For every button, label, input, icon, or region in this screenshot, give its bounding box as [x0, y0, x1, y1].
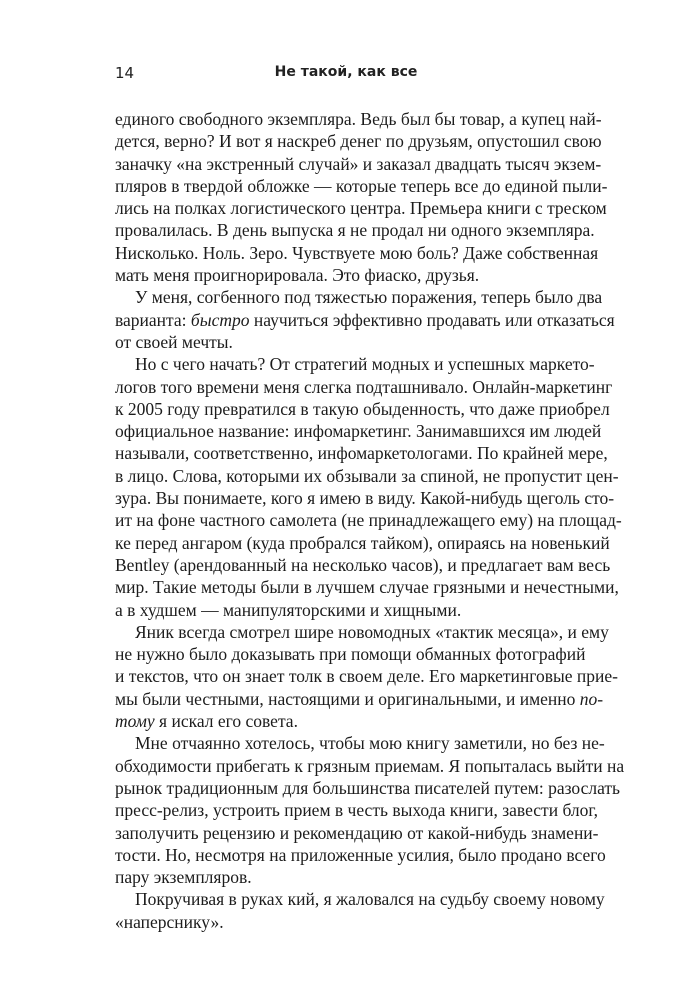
text-line — [115, 643, 586, 665]
text-line — [115, 420, 602, 442]
text-run: У меня, согбенного под тяжестью поражения, теперь было два — [135, 287, 603, 308]
text-run: ит на фоне частного самолета (не принадлежащего ему) на площад- — [115, 510, 622, 531]
text-line — [115, 197, 607, 219]
text-run: а в худшем — манипуляторскими и хищными. — [115, 599, 462, 620]
text-line — [115, 286, 603, 308]
text-run: логов того времени меня слегка подташнивало. Онлайн-маркетинг — [115, 376, 613, 397]
text-line — [115, 732, 605, 754]
text-line — [115, 822, 599, 844]
text-run: пару экземпляров. — [115, 867, 252, 888]
text-line — [115, 242, 599, 264]
text-line — [115, 911, 577, 933]
text-line — [115, 376, 613, 398]
text-run: варианта: — [115, 309, 191, 330]
text-line — [115, 465, 619, 487]
text-run: тости. Но, несмотря на приложенные усилия, было продано всего — [115, 844, 606, 865]
italic-text: быстро — [190, 309, 250, 330]
text-run: не нужно было доказывать при помощи обманных фотографий — [115, 644, 586, 665]
text-run: пресс-релиз, устроить прием в честь выхода книги, завести блог, — [115, 800, 598, 821]
text-run: Мне отчаянно хотелось, чтобы мою книгу заметили, но без не- — [135, 733, 605, 754]
text-run: рынок традиционным для большинства писателей путем: разослать — [115, 777, 621, 798]
text-line — [115, 777, 621, 799]
page-number: 14 — [115, 64, 135, 82]
text-run: Яник всегда смотрел шире новомодных «тактик месяца», и ему — [135, 621, 609, 642]
text-run: ке перед ангаром (куда пробрался тайком), опираясь на новенький — [115, 532, 610, 553]
text-line — [115, 108, 602, 130]
text-line — [115, 621, 609, 643]
text-run: зура. Вы понимаете, кого я имею в виду. Какой-нибудь щеголь сто- — [115, 488, 615, 509]
text-line — [115, 153, 602, 175]
paragraph — [115, 286, 615, 353]
text-run: пляров в твердой обложке — которые теперь все до единой пыли- — [115, 175, 608, 196]
text-run: Нисколько. Ноль. Зеро. Чувствуете мою боль? Даже собственная — [115, 242, 599, 263]
text-run: научиться эффективно продавать или отказаться — [249, 309, 615, 330]
text-line — [115, 509, 622, 531]
text-run: мать меня проигнорировала. Это фиаско, друзья. — [115, 265, 480, 286]
paragraph — [115, 732, 625, 888]
page-header — [115, 64, 577, 88]
text-line — [115, 688, 604, 710]
paragraph — [115, 888, 605, 933]
text-run: «наперснику». — [115, 911, 224, 932]
text-line — [115, 353, 595, 375]
text-line — [115, 710, 577, 732]
text-line — [115, 532, 610, 554]
text-run: дется, верно? И вот я наскреб денег по друзьям, опустошил свою — [115, 131, 602, 152]
text-run: и текстов, что он знает толк в своем деле. Его маркетинговые прие- — [115, 666, 619, 687]
text-line — [115, 888, 605, 910]
text-run: обходимости прибегать к грязным приемам. Я попыталась выйти на — [115, 755, 625, 776]
italic-text: по- — [579, 688, 604, 709]
body-text — [115, 108, 625, 933]
text-run: Но с чего начать? От стратегий модных и успешных маркето- — [135, 354, 595, 375]
text-run: лись на полках логистического центра. Премьера книги с треском — [115, 198, 607, 219]
text-line — [115, 799, 598, 821]
paragraph — [115, 621, 619, 732]
running-title: Не такой, как все — [274, 64, 418, 80]
text-line — [115, 264, 577, 286]
text-run: провалилась. В день выпуска я не продал ни одного экземпляра. — [115, 220, 595, 241]
text-run: заначку «на экстренный случай» и заказал двадцать тысяч экзем- — [115, 153, 602, 174]
text-run: в лицо. Слова, которыми их обзывали за спиной, не пропустит цен- — [115, 465, 619, 486]
text-run: называли, соответственно, инфомаркетологами. По крайней мере, — [115, 443, 608, 464]
text-line — [115, 866, 577, 888]
text-run: к 2005 году превратился в такую обыденность, что даже приобрел — [115, 398, 610, 419]
text-run: единого свободного экземпляра. Ведь был бы товар, а купец най- — [115, 109, 602, 129]
text-run: мы были честными, настоящими и оригинальными, и именно — [115, 688, 580, 709]
text-line — [115, 554, 611, 576]
paragraph — [115, 353, 622, 621]
text-line — [115, 130, 602, 152]
text-line — [115, 755, 625, 777]
text-line — [115, 219, 595, 241]
text-line — [115, 599, 577, 621]
text-line — [115, 175, 608, 197]
text-run: от своей мечты. — [115, 331, 233, 352]
italic-text: тому — [115, 711, 155, 732]
text-run: мир. Такие методы были в лучшем случае грязными и нечестными, — [115, 577, 619, 598]
text-run: официальное название: инфомаркетинг. Занимавшихся им людей — [115, 421, 602, 442]
text-run: заполучить рецензию и рекомендацию от какой-нибудь знамени- — [115, 822, 599, 843]
text-line — [115, 442, 608, 464]
text-line — [115, 487, 615, 509]
text-line — [115, 331, 577, 353]
text-run: я искал его совета. — [154, 711, 298, 732]
paragraph — [115, 108, 608, 286]
text-run: Покручивая в руках кий, я жаловался на судьбу своему новому — [135, 889, 605, 910]
text-line — [115, 398, 610, 420]
text-line — [115, 309, 615, 331]
text-line — [115, 844, 606, 866]
text-line — [115, 665, 619, 687]
text-line — [115, 576, 619, 598]
text-run: Bentley (арендованный на несколько часов), и предлагает вам весь — [115, 554, 611, 575]
